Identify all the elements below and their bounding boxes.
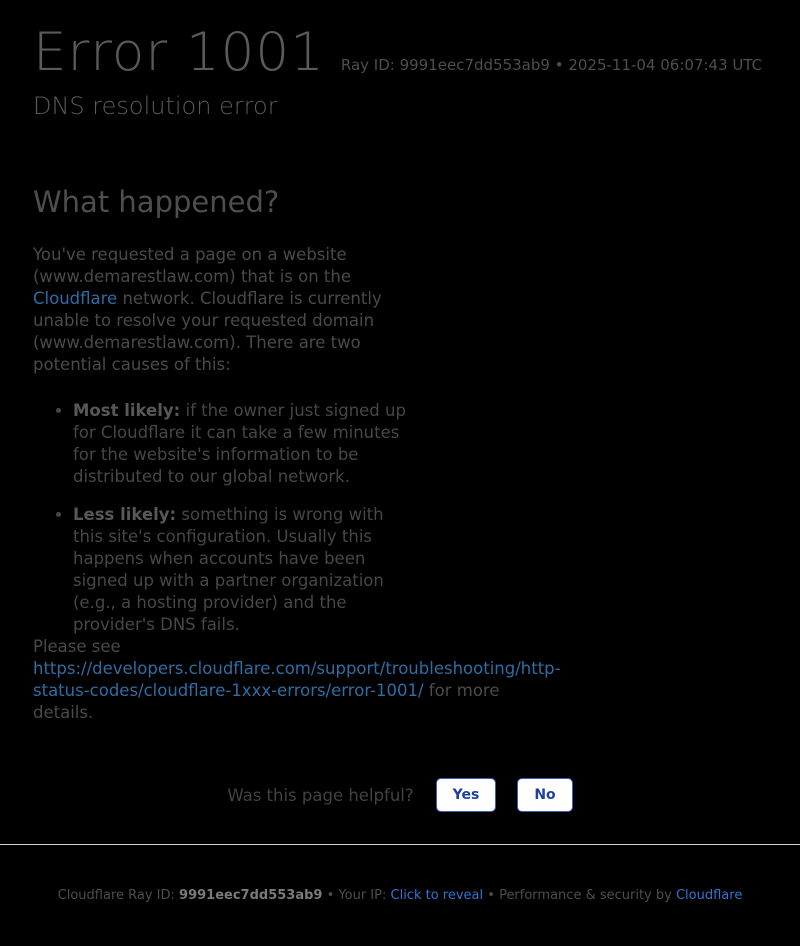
cloudflare-inline-link[interactable]: Cloudflare (33, 289, 118, 309)
less-likely-label: Less likely: (73, 505, 177, 525)
error-footer (0, 844, 800, 945)
most-likely-text: if the owner just signed up for Cloudflare it can take a few minutes for the website's information to be distributed to our global network. (73, 401, 406, 487)
less-likely-text: something is wrong with this site's configuration. Usually this happens when accounts have been signed up with a partner organization (e.g., a hosting provider) and the provider's DNS fails. (73, 505, 384, 635)
what-happened-heading: What happened? (33, 185, 280, 220)
ray-id-timestamp: Ray ID: 9991eec7dd553ab9 • 2025-11-04 06:07:43 UTC (340, 56, 763, 74)
please-see-paragraph (33, 636, 561, 724)
footer-ip-label: Your IP: (338, 888, 391, 904)
error-subtitle: DNS resolution error (33, 92, 278, 121)
helpful-question-label: Was this page helpful? (227, 785, 414, 805)
intro-text-before: You've requested a page on a website (www.demarestlaw.com) that is on the (33, 245, 351, 287)
troubleshooting-docs-link[interactable]: https://developers.cloudflare.com/support/troubleshooting/http-status-codes/cloudflare-1xxx-errors/error-1001/ (33, 659, 561, 701)
click-to-reveal-link[interactable]: Click to reveal (390, 888, 484, 904)
please-see-text-before: Please see (33, 637, 121, 657)
footer-separator-2: • (483, 888, 500, 904)
error-main (0, 122, 800, 812)
list-item-less-likely (73, 504, 413, 636)
helpful-yes-button[interactable]: Yes (436, 778, 497, 812)
helpful-feedback-row (33, 778, 767, 812)
error-header (0, 0, 800, 122)
error-code-title: Error 1001 (33, 22, 325, 83)
most-likely-label: Most likely: (73, 401, 181, 421)
error-title-row (33, 24, 767, 82)
footer-separator-1: • (322, 888, 339, 904)
please-see-text-after: for more details. (33, 681, 500, 723)
cloudflare-footer-link[interactable]: Cloudflare (675, 888, 743, 904)
intro-text-after: network. Cloudflare is currently unable to resolve your requested domain (www.demarestlaw.com). There are two potential causes of this: (33, 289, 382, 375)
footer-security-label: Performance & security by (499, 888, 676, 904)
helpful-no-button[interactable]: No (517, 778, 572, 812)
what-happened-section (33, 185, 767, 724)
causes-list (33, 400, 413, 636)
footer-ray-label: Cloudflare Ray ID: (57, 888, 180, 904)
footer-ray-id-value: 9991eec7dd553ab9 (179, 888, 323, 904)
intro-paragraph (33, 244, 413, 376)
list-item-most-likely (73, 400, 413, 488)
